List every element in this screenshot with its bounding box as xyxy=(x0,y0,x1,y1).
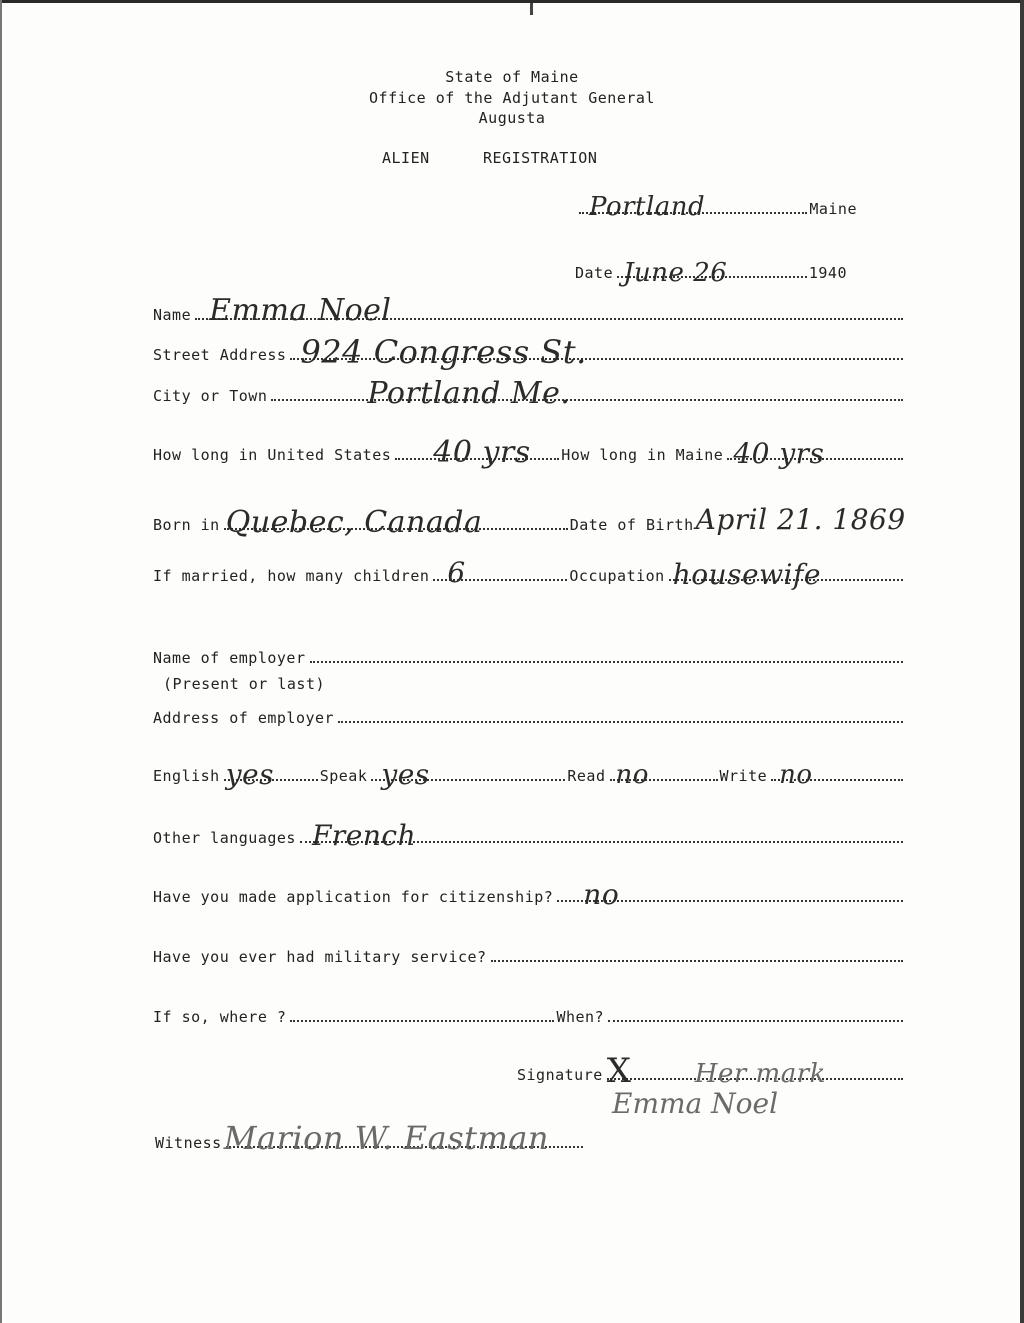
street-value: 924 Congress St. xyxy=(300,333,587,371)
dob-label: Date of Birth xyxy=(569,516,694,534)
us-years-label: How long in United States xyxy=(153,446,392,464)
military-label: Have you ever had military service? xyxy=(153,948,487,966)
where-label: If so, where ? xyxy=(153,1008,287,1026)
other-languages-value: French xyxy=(311,819,417,852)
children-label: If married, how many children xyxy=(153,567,430,585)
street-row xyxy=(153,333,905,371)
scan-edge-left xyxy=(0,0,2,1323)
scan-edge-top xyxy=(0,0,1024,3)
date-label: Date xyxy=(575,264,614,282)
employer-sublabel: (Present or last) xyxy=(163,675,326,693)
when-label: When? xyxy=(556,1008,605,1026)
witness-label: Witness xyxy=(155,1134,222,1152)
when-dots xyxy=(608,1020,903,1022)
witness-row xyxy=(155,1119,585,1157)
scan-edge-right xyxy=(1020,0,1024,1323)
employer-label: Name of employer xyxy=(153,649,306,667)
write-label: Write xyxy=(719,767,768,785)
city-row xyxy=(153,376,905,411)
name-row xyxy=(153,293,905,328)
write-value: no xyxy=(779,760,813,790)
employer-address-row xyxy=(153,709,905,727)
citizenship-row xyxy=(153,878,905,911)
maine-years-value: 40 yrs xyxy=(733,437,825,470)
maine-years-label: How long in Maine xyxy=(561,446,724,464)
scan-mark xyxy=(530,3,533,15)
name-value: Emma Noel xyxy=(209,293,392,328)
english-label: English xyxy=(153,767,220,785)
date-year: 1940 xyxy=(808,264,847,282)
citizenship-label: Have you made application for citizenship? xyxy=(153,888,554,906)
read-value: no xyxy=(615,760,649,790)
occupation-label: Occupation xyxy=(569,567,665,585)
dob-value: April 21. 1869 xyxy=(695,503,906,536)
employer-row xyxy=(153,649,905,667)
header-state: State of Maine xyxy=(445,68,579,86)
header-city: Augusta xyxy=(478,109,546,127)
military-row xyxy=(153,948,905,966)
date-value: June 26 xyxy=(623,258,728,288)
city-value: Portland Me. xyxy=(367,376,571,411)
other-languages-row xyxy=(153,819,905,852)
place-value: Portland xyxy=(589,192,706,222)
read-label: Read xyxy=(567,767,606,785)
other-languages-label: Other languages xyxy=(153,829,296,847)
us-years-value: 40 yrs xyxy=(433,435,531,470)
date-row xyxy=(575,258,847,288)
employer-dots xyxy=(310,661,904,663)
speak-label: Speak xyxy=(319,767,368,785)
citizenship-value: no xyxy=(583,878,620,911)
residence-row xyxy=(153,435,905,470)
form-title-registration: REGISTRATION xyxy=(483,149,598,167)
speak-value: yes xyxy=(381,758,430,791)
signature-row xyxy=(517,1051,905,1091)
header-office: Office of the Adjutant General xyxy=(369,89,655,107)
english-value: yes xyxy=(225,758,274,791)
occupation-value: housewife xyxy=(672,558,821,591)
place-row xyxy=(575,192,857,222)
children-value: 6 xyxy=(447,556,466,589)
street-label: Street Address xyxy=(153,346,287,364)
place-suffix: Maine xyxy=(809,200,857,218)
employer-address-label: Address of employer xyxy=(153,709,335,727)
signature-mark-text: Her mark xyxy=(694,1059,826,1089)
employer-address-dots xyxy=(338,721,903,723)
signature-name: Emma Noel xyxy=(612,1087,779,1120)
signature-label: Signature xyxy=(517,1066,603,1084)
language-row xyxy=(153,758,905,791)
family-row xyxy=(153,556,905,591)
form-title-alien: ALIEN xyxy=(382,149,430,167)
signature-mark: X xyxy=(606,1051,632,1091)
born-label: Born in xyxy=(153,516,220,534)
birth-row xyxy=(153,503,919,540)
witness-value: Marion W. Eastman xyxy=(223,1119,550,1157)
military-dots xyxy=(491,960,903,962)
born-value: Quebec, Canada xyxy=(225,505,483,540)
name-label: Name xyxy=(153,306,192,324)
city-label: City or Town xyxy=(153,387,268,405)
service-row xyxy=(153,1008,905,1026)
